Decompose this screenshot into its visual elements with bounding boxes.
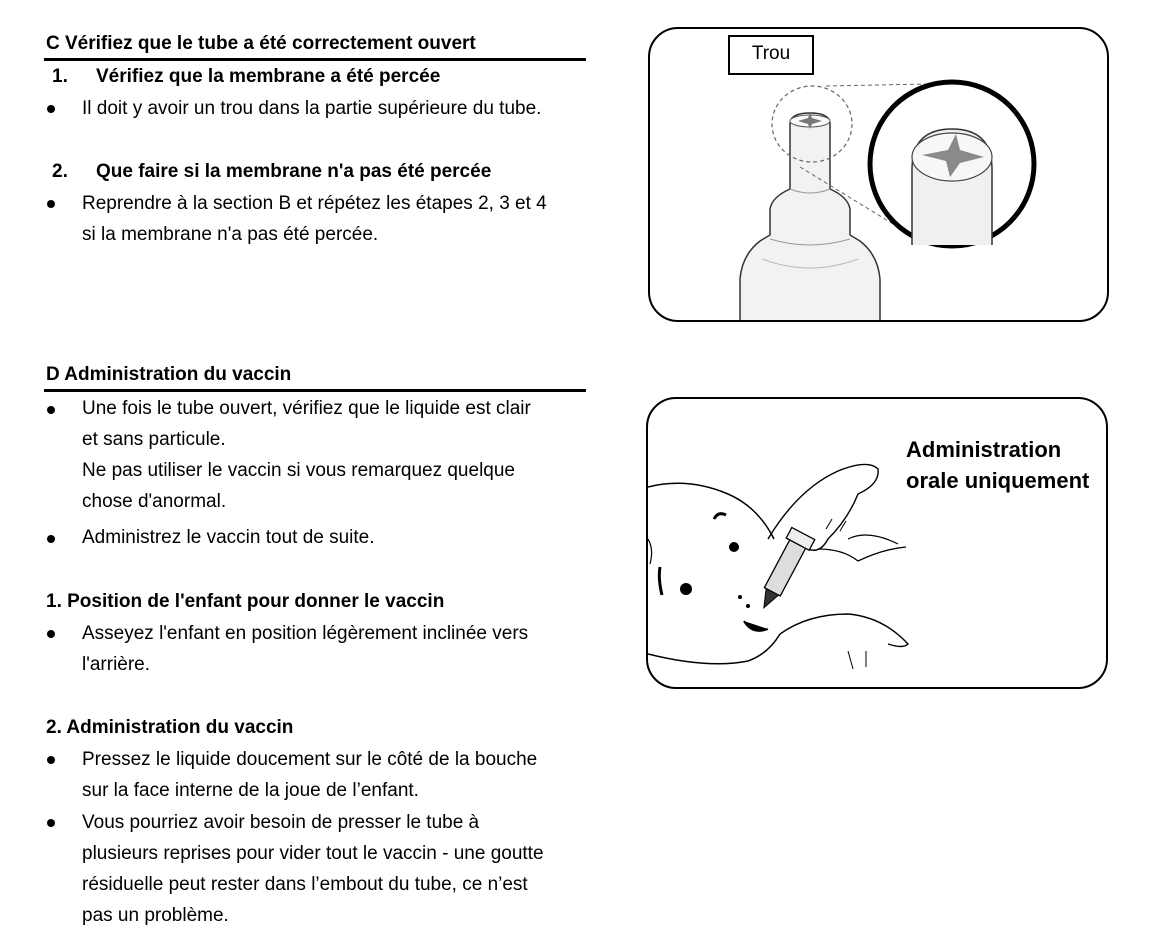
bullet <box>47 200 55 208</box>
d-sub2-bullet2-line1: Vous pourriez avoir besoin de presser le tube à <box>82 812 480 833</box>
d-sub2-bullet1-line1: Pressez le liquide doucement sur le côté de la bouche <box>82 749 538 770</box>
section-c-title: C Vérifiez que le tube a été correctement ouvert <box>46 33 476 54</box>
step2-number: 2. <box>52 161 68 182</box>
bullet <box>47 535 55 543</box>
tube-illustration <box>650 29 1109 322</box>
step2-bullet-line2: si la membrane n'a pas été percée. <box>82 224 379 245</box>
bullet <box>47 756 55 764</box>
step2-bullet-line1: Reprendre à la section B et répétez les étapes 2, 3 et 4 <box>82 193 547 214</box>
step1-number: 1. <box>52 66 68 87</box>
bullet <box>47 819 55 827</box>
figure-oral-administration <box>646 397 1108 689</box>
bullet <box>47 406 55 414</box>
oral-label-line2: orale uniquement <box>906 468 1090 493</box>
d-sub2-title: 2. Administration du vaccin <box>46 717 294 738</box>
section-c-rule <box>44 58 586 61</box>
section-d-title: D Administration du vaccin <box>46 364 292 385</box>
d-sub1-title: 1. Position de l'enfant pour donner le vaccin <box>46 591 445 612</box>
d-sub1-bullet-line2: l'arrière. <box>82 654 151 675</box>
d-bullet1-line3: Ne pas utiliser le vaccin si vous remarquez quelque <box>82 460 515 481</box>
step1-bullet-text: Il doit y avoir un trou dans la partie supérieure du tube. <box>82 98 542 119</box>
section-d-rule <box>44 389 586 392</box>
d-sub1-bullet-line1: Asseyez l'enfant en position légèrement inclinée vers <box>82 623 529 644</box>
oral-label-line1: Administration <box>906 437 1062 462</box>
step2-title: Que faire si la membrane n'a pas été percée <box>96 161 492 182</box>
d-bullet1-line4: chose d'anormal. <box>82 491 227 512</box>
bullet <box>47 630 55 638</box>
d-sub2-bullet2-line3: résiduelle peut rester dans l’embout du tube, ce n’est <box>82 874 528 895</box>
d-bullet2-text: Administrez le vaccin tout de suite. <box>82 527 375 548</box>
d-sub2-bullet2-line4: pas un problème. <box>82 905 229 926</box>
d-bullet1-line1: Une fois le tube ouvert, vérifiez que le liquide est clair <box>82 398 531 419</box>
d-sub2-bullet2-line2: plusieurs reprises pour vider tout le vaccin - une goutte <box>82 843 544 864</box>
figure-tube-hole <box>648 27 1109 322</box>
d-sub2-bullet1-line2: sur la face interne de la joue de l’enfant. <box>82 780 419 801</box>
d-bullet1-line2: et sans particule. <box>82 429 226 450</box>
step1-title: Vérifiez que la membrane a été percée <box>96 66 441 87</box>
hole-label: Trou <box>728 35 814 75</box>
bullet <box>47 105 55 113</box>
